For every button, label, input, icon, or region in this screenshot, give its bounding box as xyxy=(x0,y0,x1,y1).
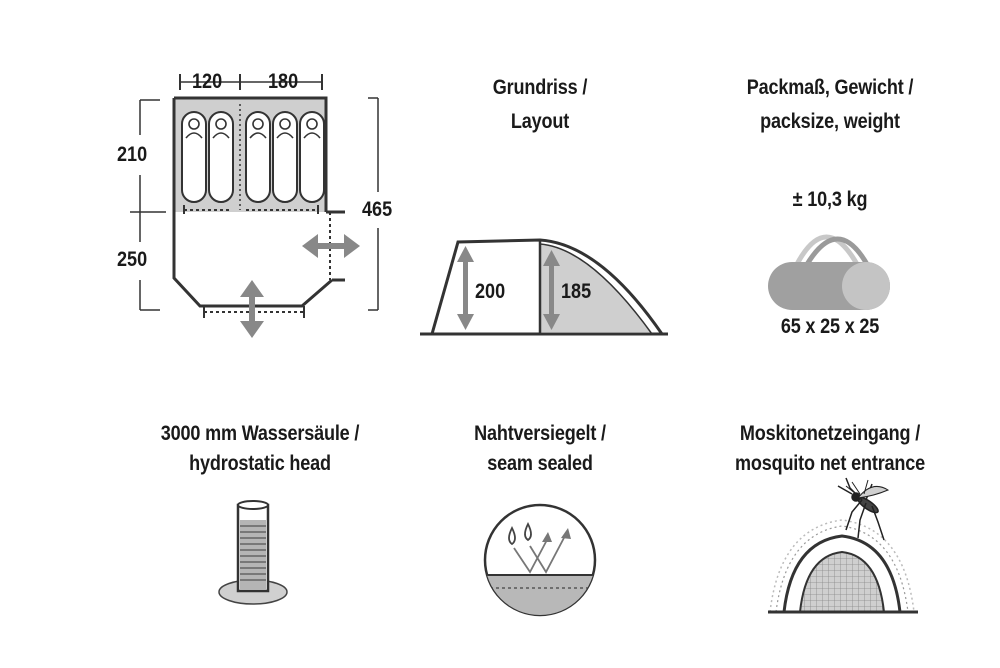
depth-porch-label: 250 xyxy=(117,248,148,271)
hydro-title-line2: hydrostatic head xyxy=(189,452,331,475)
layout-title-line2: Layout xyxy=(510,110,570,133)
height-rear-label: 185 xyxy=(561,280,592,303)
mosquito-icon xyxy=(838,478,888,540)
pack-size: 65 x 25 x 25 xyxy=(780,315,880,338)
height-front-label: 200 xyxy=(475,280,506,303)
layout-title-line1: Grundriss / xyxy=(492,76,588,99)
pack-weight: ± 10,3 kg xyxy=(792,188,868,211)
mosquito-title-line1: Moskitonetzeingang / xyxy=(739,422,921,445)
width-left-label: 120 xyxy=(192,70,223,93)
depth-total-label: 465 xyxy=(362,198,393,221)
width-right-label: 180 xyxy=(268,70,299,93)
pack-title-line1: Packmaß, Gewicht / xyxy=(746,76,914,99)
mosquito-title-line2: mosquito net entrance xyxy=(734,452,926,475)
pack-title-line2: packsize, weight xyxy=(760,110,900,133)
seam-title-line1: Nahtversiegelt / xyxy=(474,422,606,445)
seam-title-line2: seam sealed xyxy=(487,452,593,475)
hydro-title-line1: 3000 mm Wassersäule / xyxy=(160,422,360,445)
depth-cabin-label: 210 xyxy=(117,143,148,166)
